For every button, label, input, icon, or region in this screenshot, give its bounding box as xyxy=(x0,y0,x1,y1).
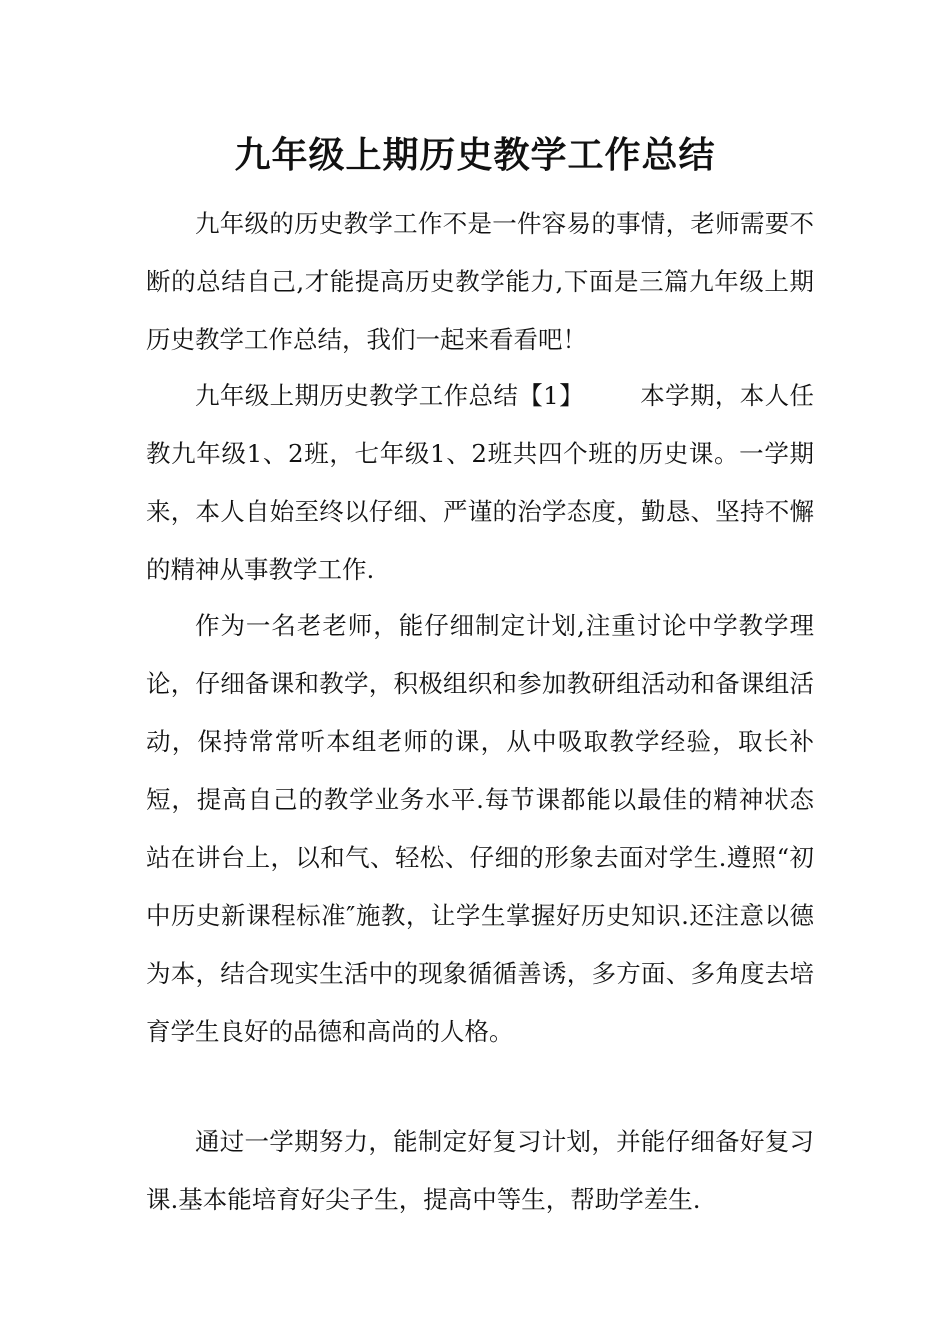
section-1-heading: 九年级上期历史教学工作总结【1】 xyxy=(195,381,584,410)
page-title: 九年级上期历史教学工作总结 xyxy=(234,134,716,176)
teaching-method-paragraph: 作为一名老老师，能仔细制定计划,注重讨论中学教学理论，仔细备课和教学，积极组织和参加教研组活动和备课组活动，保持常常听本组老师的课，从中吸取教学经验，取长补短，提高自己的教学业务水平.每节课都能以最佳的精神状态站在讲台上，以和气、轻松、仔细的形象去面对学生.遵照“初中历史新课程标准″施教，让学生掌握好历史知识.还注意以德为本，结合现实生活中的现象循循善诱，多方面、多角度去培育学生良好的品德和高尚的人格。 xyxy=(146,611,814,1046)
section-1-text: 本学期，本人任教九年级1、2班，七年级1、2班共四个班的历史课。一学期来，本人自始至终以仔细、严谨的治学态度，勤恳、坚持不懈的精神从事教学工作. xyxy=(146,381,814,584)
section-1-paragraph xyxy=(146,367,814,599)
review-paragraph: 通过一学期努力，能制定好复习计划，并能仔细备好复习课.基本能培育好尖子生，提高中等生，帮助学差生. xyxy=(146,1127,814,1214)
intro-paragraph: 九年级的历史教学工作不是一件容易的事情，老师需要不断的总结自己,才能提高历史教学能力,下面是三篇九年级上期历史教学工作总结，我们一起来看看吧！ xyxy=(146,209,814,354)
